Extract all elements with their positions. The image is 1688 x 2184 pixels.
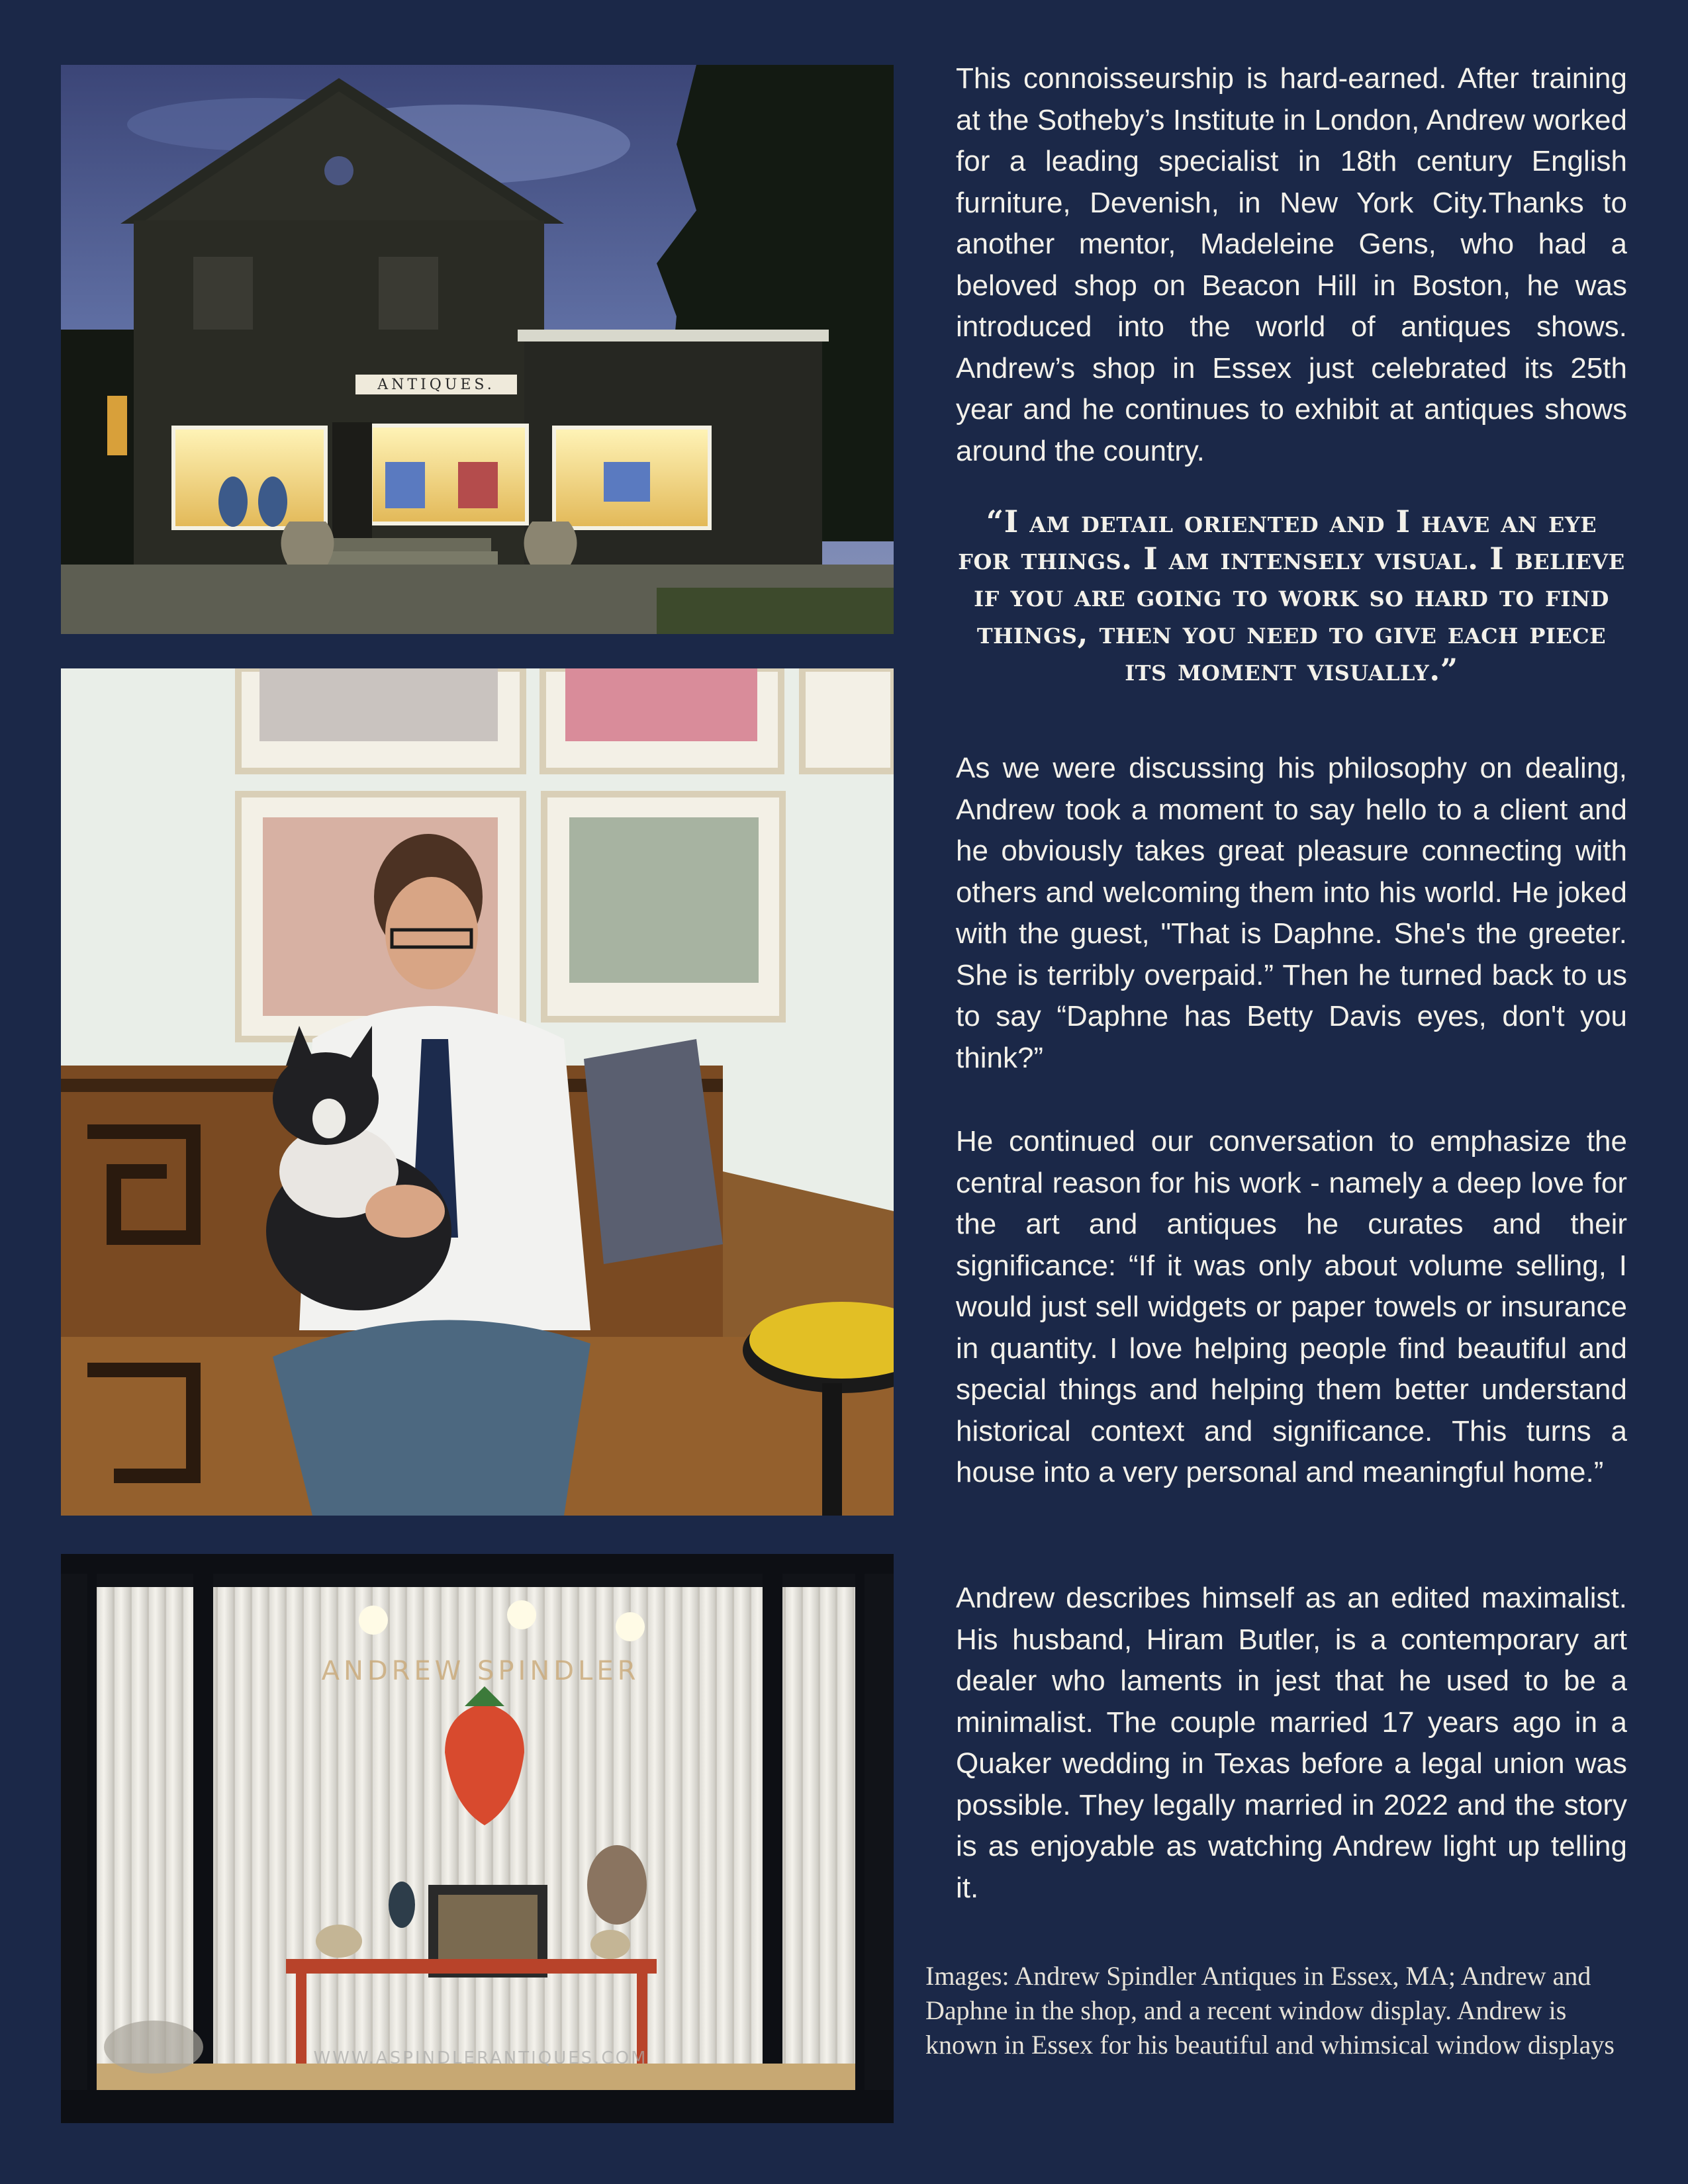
image-caption: Images: Andrew Spindler Antiques in Essex, MA; Andrew and Daphne in the shop, and a recent window display. Andrew is known in Essex for his beautiful and whimsical window displays bbox=[925, 1961, 1615, 2060]
andrew-and-daphne-photo bbox=[61, 668, 894, 1516]
pull-quote: “I am detail oriented and I have an eye for things. I am intensely visual. I believe if you are going to work so hard to find things, then you need to give each piece its moment visually.” bbox=[958, 504, 1625, 688]
storefront-photo bbox=[61, 65, 894, 634]
window-display-photo bbox=[61, 1554, 894, 2123]
storefront-sign-text: ANTIQUES. bbox=[377, 377, 495, 393]
article-paragraph: As we were discussing his philosophy on dealing, Andrew took a moment to say hello to a client and he obviously takes great pleasure connecting with others and welcoming them into his world. He joked with the guest, "That is Daphne. She's the greeter. She is terribly overpaid.” Then he turned back to us to say “Daphne has Betty Davis eyes, don't you think?” bbox=[956, 752, 1627, 1074]
article-paragraph: He continued our conversation to emphasize the central reason for his work - namely a deep love for the art and antiques he curates and their significance: “If it was only about volume selling, I would just sell widgets or paper towels or insurance in quantity. I love helping people find beautiful and special things and helping them better understand historical context and significance. This turns a house into a very personal and meaningful home.” bbox=[956, 1125, 1627, 1488]
window-name-text: ANDREW SPINDLER bbox=[321, 1656, 640, 1686]
article-paragraph: This connoisseurship is hard-earned. After training at the Sotheby’s Institute in London, Andrew worked for a leading specialist in 18th century English furniture, Devenish, in New York City.Thanks to another mentor, Madeleine Gens, who had a beloved shop on Beacon Hill in Boston, he was introduced into the world of antiques shows. Andrew’s shop in Essex just celebrated its 25th year and he continues to exhibit at antiques shows around the country. bbox=[956, 62, 1627, 467]
window-url-text: WWW.ASPINDLERANTIQUES.COM bbox=[313, 2048, 648, 2068]
article-paragraph: Andrew describes himself as an edited maximalist. His husband, Hiram Butler, is a contemporary art dealer who laments in jest that he used to be a minimalist. The couple married 17 years ago in a Quaker wedding in Texas before a legal union was possible. They legally married in 2022 and the story is as enjoyable as watching Andrew light up telling it. bbox=[956, 1582, 1627, 1904]
